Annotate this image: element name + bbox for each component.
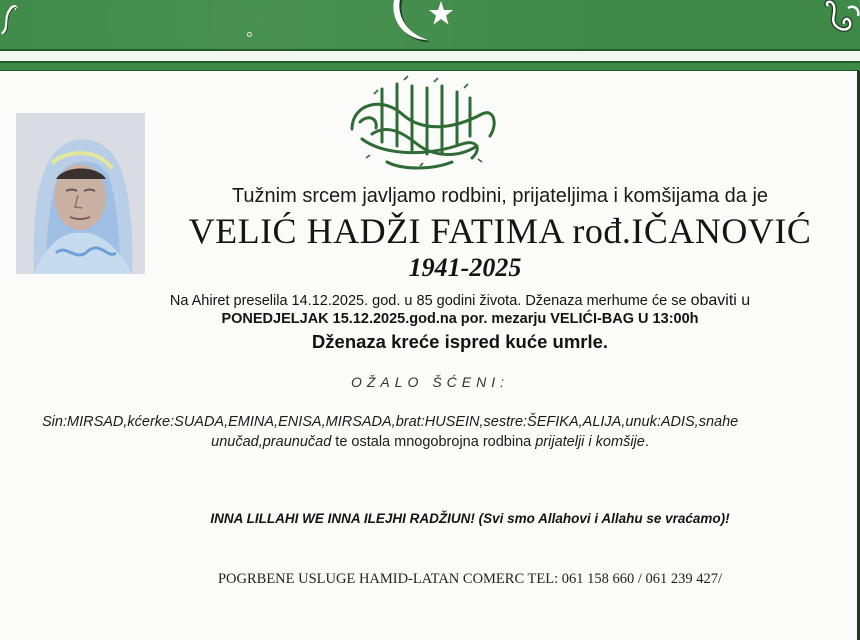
decorative-dot [247,32,252,37]
intro-text: Tužnim srcem javljamo rodbini, prijateljima i komšijama da je [231,185,769,207]
deceased-name: VELIĆ HADŽI FATIMA rođ.IČANOVIĆ [188,211,812,251]
prayer-text: INNA LILLAHI WE INNA ILEJHI RADŽIUN! (Svi smo Allahovi i Allahu se vraćamo)! [210,511,730,526]
mourners-list-line2 [0,434,860,450]
funeral-services-footer: POGRBENE USLUGE HAMID-LATAN COMERC TEL: 061 158 660 / 061 239 427/ [217,571,723,587]
ornament-scroll-right-icon [822,0,860,42]
life-years: 1941-2025 [408,253,522,282]
mourners-list-line1: Sin:MIRSAD,kćerke:SUADA,EMINA,ENISA,MIRSADA,brat:HUSEIN,sestre:ŠEFIKA,ALIJA,unuk:ADIS,snahe [42,414,739,430]
mourners-relatives: te ostala mnogobrojna rodbina [331,434,536,450]
mourners-friends: prijatelji i komšije [535,434,645,450]
header-banner [0,0,860,49]
header-stripe-white [0,51,860,61]
header-divider [0,70,860,71]
funeral-time-location: PONEDJELJAK 15.12.2025.god.na por. mezarju VELIĆI-BAG U 13:00h [221,311,699,327]
mourners-heading: OŽALO ŠĆENI: [350,374,510,390]
header-stripe-green [0,63,860,70]
ornament-scroll-left-icon [0,0,18,36]
funeral-procession: Dženaza kreće ispred kuće umrle. [311,331,609,352]
death-details [100,291,820,311]
mourners-grandchildren: unučad,praunučad [211,434,332,450]
death-details-text: Na Ahiret preselila 14.12.2025. god. u 85 godini života. Dženaza merhume će se [169,293,691,309]
star-icon [428,0,454,26]
arabic-calligraphy-icon [342,74,502,174]
death-details-text-end: obaviti u [690,292,751,309]
mourners-end: . [644,434,649,450]
